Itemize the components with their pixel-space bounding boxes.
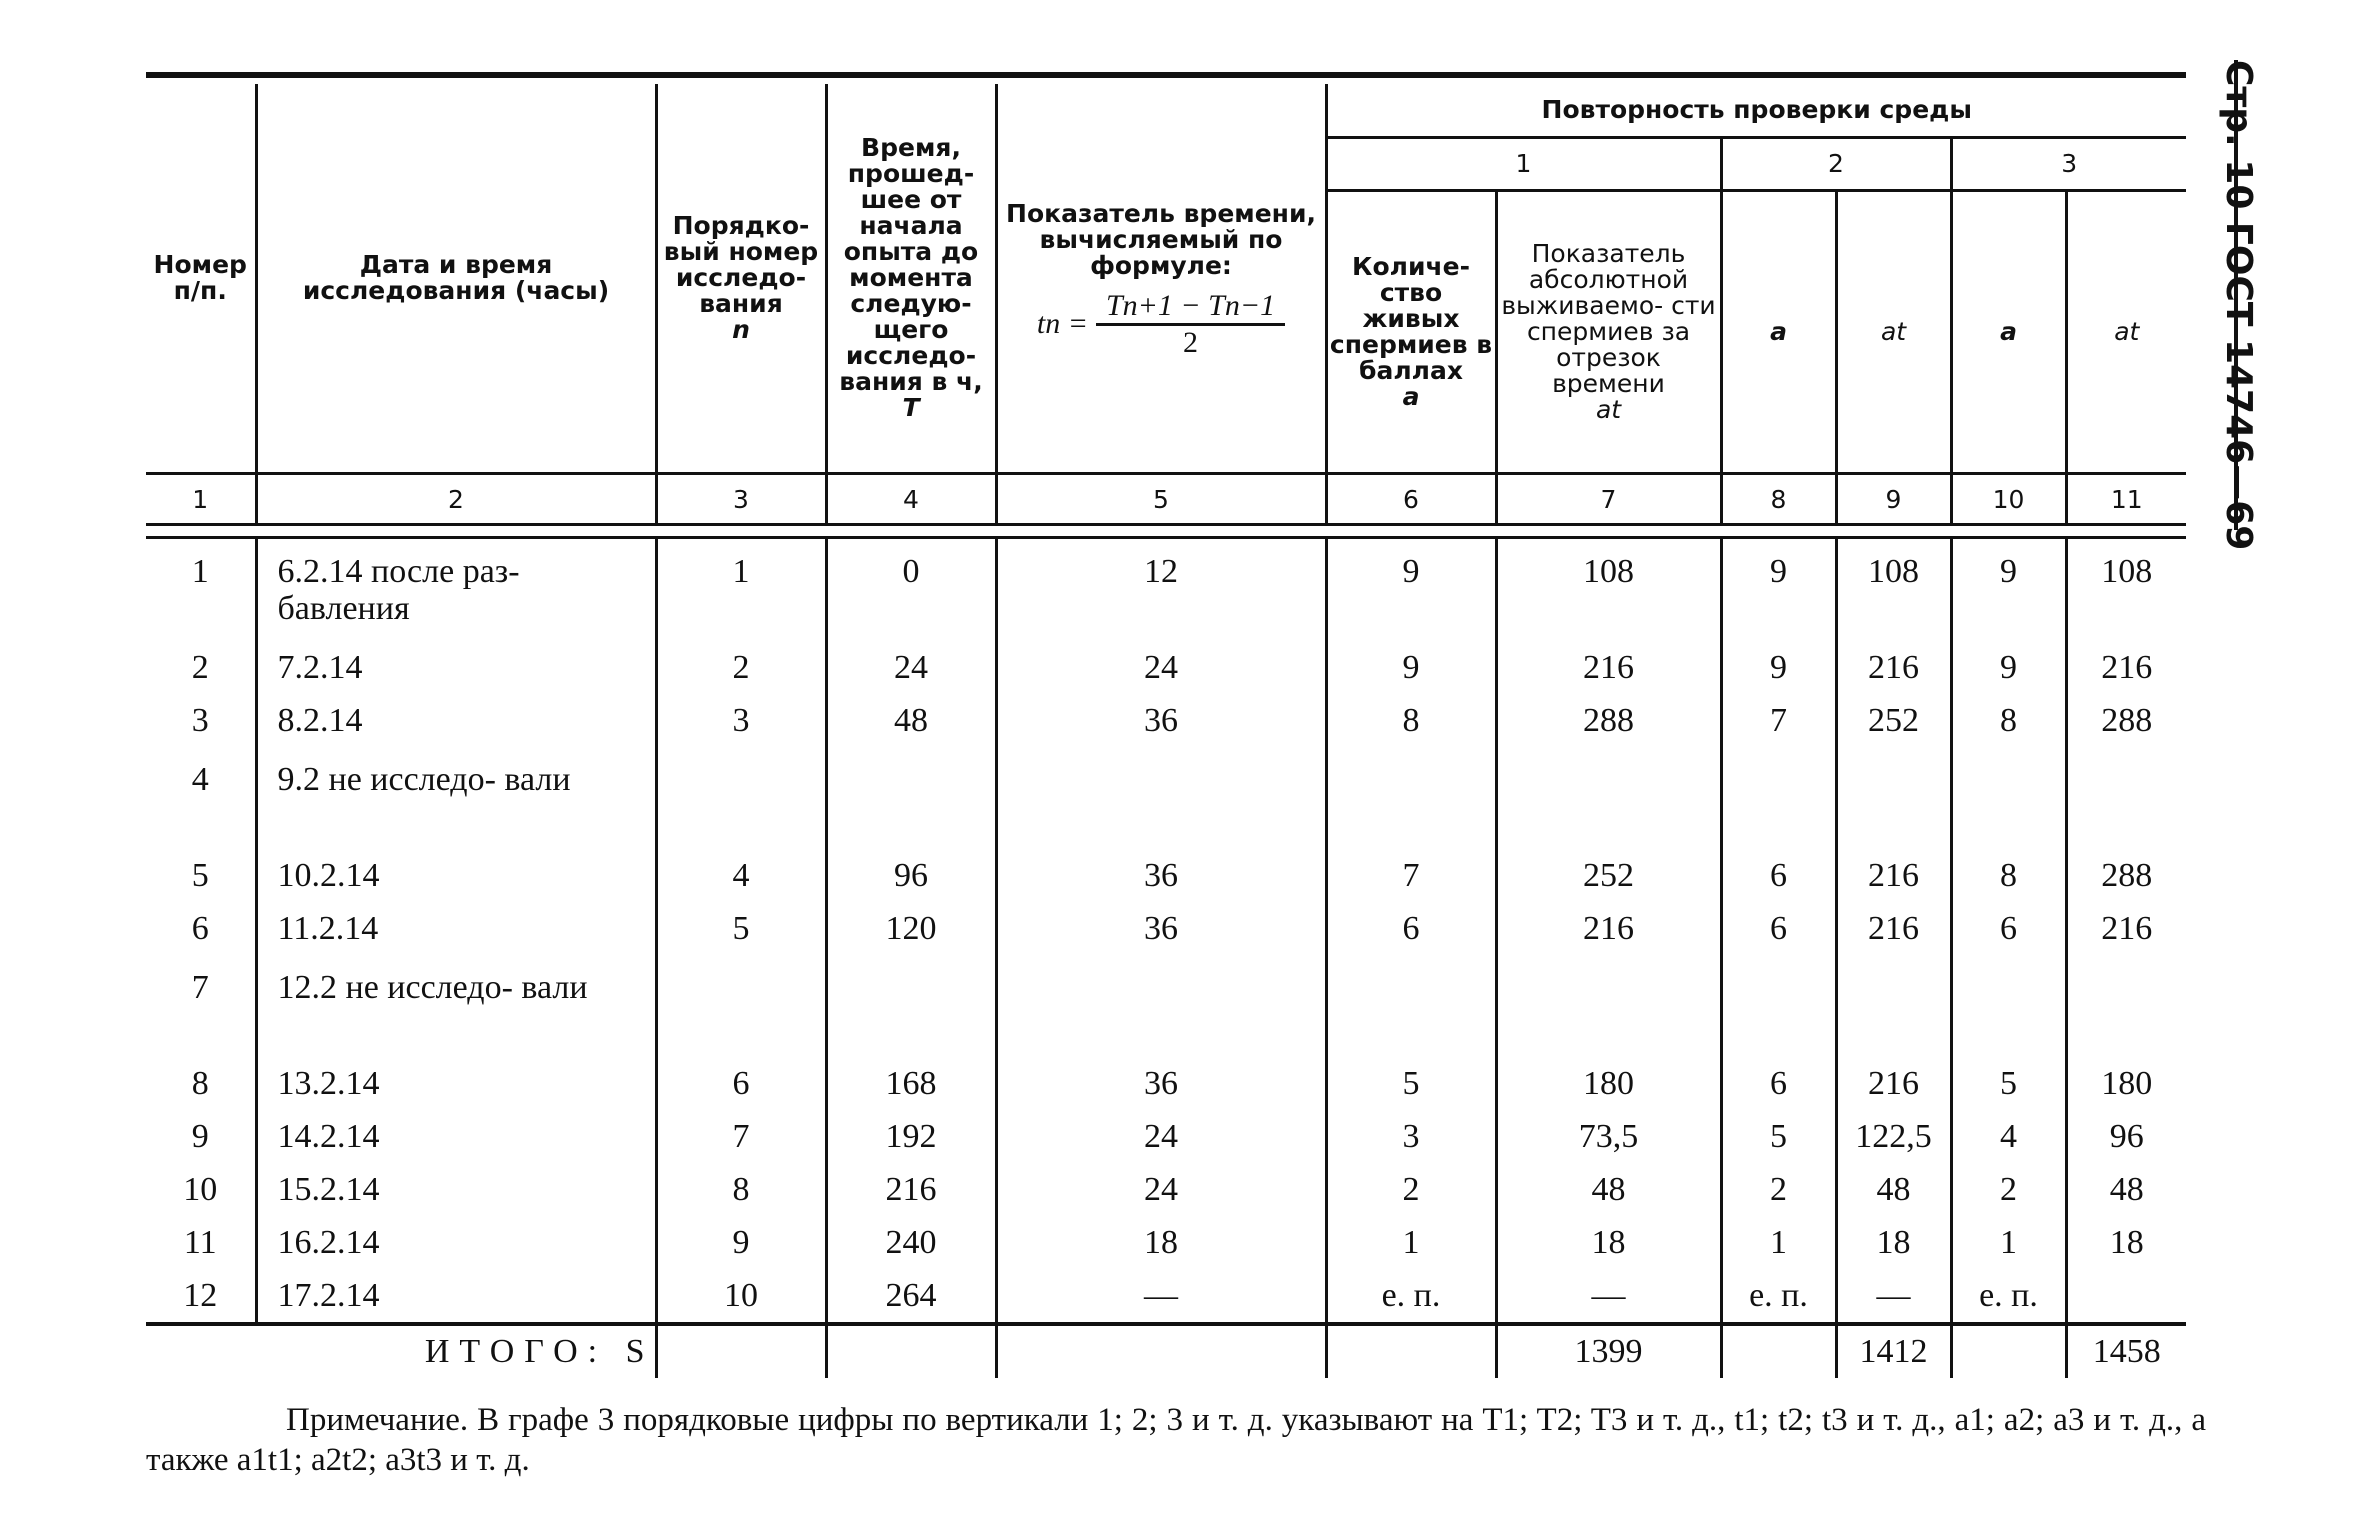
column-number: 3 (656, 474, 826, 525)
row-at3: 48 (2066, 1163, 2186, 1216)
row-number: 9 (191, 1117, 209, 1155)
table-body (146, 538, 2186, 1325)
row-a2: 1 (1721, 1216, 1836, 1269)
total-at2: 1412 (1836, 1326, 1951, 1378)
column-number: 1 (146, 474, 256, 525)
row-n: 9 (656, 1216, 826, 1269)
row-at3 (2066, 1269, 2186, 1324)
header-repeat-2: 2 (1721, 138, 1951, 191)
total-cell (1721, 1326, 1836, 1378)
formula-fraction (1096, 288, 1285, 359)
row-a2: 2 (1721, 1163, 1836, 1216)
table-row (146, 955, 2186, 1057)
table-row (146, 1269, 2186, 1324)
table-row (146, 1216, 2186, 1269)
row-at3: 180 (2066, 1057, 2186, 1110)
row-date: 17.2.14 (256, 1269, 656, 1324)
row-a2: 5 (1721, 1110, 1836, 1163)
row-a3: 8 (1951, 694, 2066, 747)
row-a3: 1 (1951, 1216, 2066, 1269)
row-a1: е. п. (1326, 1269, 1496, 1324)
row-a2: 9 (1721, 538, 1836, 642)
header-repeat-1: 1 (1326, 138, 1721, 191)
header-at-2 (1836, 191, 1951, 474)
row-date: 9.2 не исследо- вали (256, 747, 656, 849)
row-a3: 8 (1951, 849, 2066, 902)
column-number: 8 (1721, 474, 1836, 525)
row-t: 24 (826, 641, 996, 694)
row-t: 24 (996, 1163, 1326, 1216)
row-at2: 216 (1836, 641, 1951, 694)
row-t: 24 (996, 641, 1326, 694)
row-t: 120 (826, 902, 996, 955)
row-at3: 216 (2066, 902, 2186, 955)
row-a3: 2 (1951, 1163, 2066, 1216)
row-a3 (1951, 747, 2066, 849)
table-row (146, 747, 2186, 849)
row-date: 14.2.14 (256, 1110, 656, 1163)
header-number: Номер п/п. (153, 250, 247, 305)
row-t: 24 (996, 1110, 1326, 1163)
total-row (146, 1326, 2186, 1378)
row-at2: 108 (1836, 538, 1951, 642)
row-at1: 252 (1496, 849, 1721, 902)
header-elapsed-time-text: Время, прошед- шее от начала опыта до момента следую- щего исследо- вания в ч, (839, 133, 983, 396)
row-t (826, 747, 996, 849)
row-date: 16.2.14 (256, 1216, 656, 1269)
row-date: 10.2.14 (256, 849, 656, 902)
row-number: 3 (191, 701, 209, 739)
row-t: 36 (996, 902, 1326, 955)
row-a3: 9 (1951, 641, 2066, 694)
row-a2: е. п. (1721, 1269, 1836, 1324)
header-elapsed-time (826, 84, 996, 474)
row-at1: 73,5 (1496, 1110, 1721, 1163)
row-n: 8 (656, 1163, 826, 1216)
row-a1 (1326, 955, 1496, 1057)
row-date: 6.2.14 после раз- бавления (256, 538, 656, 642)
table-note: Примечание. В графе 3 порядковые цифры по вертикали 1; 2; 3 и т. д. указывают на T1; T2; T3 и т. д., t1; t2; t3 и т. д., a1; a2; a3 и т. д., а также a1t1; a2t2; a3t3 и т. д. (146, 1402, 2206, 1478)
row-at2: 216 (1836, 902, 1951, 955)
row-a2: 6 (1721, 1057, 1836, 1110)
row-n: 3 (656, 694, 826, 747)
row-t: 0 (826, 538, 996, 642)
row-at1: 180 (1496, 1057, 1721, 1110)
header-at-3-var: at (2114, 317, 2140, 346)
header-repeat-3: 3 (1951, 138, 2186, 191)
header-order-number-text: Порядко- вый номер исследо- вания (663, 211, 819, 318)
total-cell (826, 1326, 996, 1378)
header-elapsed-time-var: T (902, 393, 920, 422)
row-t: 96 (826, 849, 996, 902)
total-cell (996, 1326, 1326, 1378)
row-t: 12 (996, 538, 1326, 642)
row-at3: 108 (2066, 538, 2186, 642)
row-date: 8.2.14 (256, 694, 656, 747)
row-a2: 6 (1721, 849, 1836, 902)
row-t: — (996, 1269, 1326, 1324)
row-date: 15.2.14 (256, 1163, 656, 1216)
row-at3: 216 (2066, 641, 2186, 694)
row-number: 6 (191, 909, 209, 947)
row-at2 (1836, 955, 1951, 1057)
header-survival-index-text: Показатель абсолютной выживаемо- сти спермиев за отрезок времени (1501, 239, 1716, 398)
row-n: 4 (656, 849, 826, 902)
row-t: 36 (996, 694, 1326, 747)
row-a1: 3 (1326, 1110, 1496, 1163)
row-at3 (2066, 955, 2186, 1057)
row-n: 2 (656, 641, 826, 694)
row-number: 12 (183, 1276, 218, 1314)
row-number: 8 (191, 1064, 209, 1102)
header-date: Дата и время исследования (часы) (256, 84, 656, 474)
column-number: 5 (996, 474, 1326, 525)
row-number: 7 (191, 969, 209, 1006)
row-at1: 48 (1496, 1163, 1721, 1216)
column-number: 4 (826, 474, 996, 525)
table-row (146, 1163, 2186, 1216)
row-number: 1 (191, 553, 209, 590)
header-survival-index-var: at (1595, 395, 1622, 424)
row-a1: 8 (1326, 694, 1496, 747)
row-at1: 288 (1496, 694, 1721, 747)
row-date: 7.2.14 (256, 641, 656, 694)
row-a1: 7 (1326, 849, 1496, 902)
survival-table (146, 72, 2186, 1378)
row-at2: 216 (1836, 1057, 1951, 1110)
row-number: 5 (191, 856, 209, 894)
row-t: 18 (996, 1216, 1326, 1269)
table-row (146, 538, 2186, 642)
row-n: 1 (656, 538, 826, 642)
row-t (996, 747, 1326, 849)
row-t: 240 (826, 1216, 996, 1269)
column-number: 10 (1951, 474, 2066, 525)
header-a-3-var: a (2000, 317, 2017, 346)
row-number: 2 (191, 648, 209, 686)
row-at2: 122,5 (1836, 1110, 1951, 1163)
row-a1: 9 (1326, 641, 1496, 694)
header-a-2-var: a (1770, 317, 1787, 346)
row-number: 10 (183, 1170, 218, 1208)
row-t: 36 (996, 849, 1326, 902)
column-number: 6 (1326, 474, 1496, 525)
row-a1: 6 (1326, 902, 1496, 955)
row-n (656, 747, 826, 849)
row-n: 10 (656, 1269, 826, 1324)
column-number: 7 (1496, 474, 1721, 525)
page-number-label: Стр. 10 ГОСТ 14746—69 (2218, 60, 2259, 551)
header-live-sperm-var: a (1402, 382, 1420, 411)
column-number: 11 (2066, 474, 2186, 525)
formula-numerator: Tn+1 − Tn−1 (1096, 293, 1285, 326)
row-a1 (1326, 747, 1496, 849)
row-number: 11 (183, 1223, 217, 1261)
row-at1: 108 (1496, 538, 1721, 642)
total-label: ИТОГО: S (424, 1333, 655, 1370)
row-at2: 252 (1836, 694, 1951, 747)
row-at2 (1836, 747, 1951, 849)
row-t: 216 (826, 1163, 996, 1216)
row-n: 5 (656, 902, 826, 955)
row-at1 (1496, 747, 1721, 849)
row-t: 36 (996, 1057, 1326, 1110)
row-n: 7 (656, 1110, 826, 1163)
table-row (146, 849, 2186, 902)
table-row (146, 902, 2186, 955)
row-date: 12.2 не исследо- вали (256, 955, 656, 1057)
header-repeat-group: Повторность проверки среды (1326, 84, 2186, 138)
total-at3: 1458 (2066, 1326, 2186, 1378)
column-number: 2 (256, 474, 656, 525)
header-a-2 (1721, 191, 1836, 474)
column-number-row (146, 474, 2186, 525)
row-n: 6 (656, 1057, 826, 1110)
row-at1: 216 (1496, 641, 1721, 694)
row-t (826, 955, 996, 1057)
page-stamp (2218, 60, 2290, 551)
row-a1: 9 (1326, 538, 1496, 642)
row-at1: — (1496, 1269, 1721, 1324)
row-at3: 18 (2066, 1216, 2186, 1269)
row-t: 48 (826, 694, 996, 747)
row-n (656, 955, 826, 1057)
row-t (996, 955, 1326, 1057)
row-a3: е. п. (1951, 1269, 2066, 1324)
row-a2 (1721, 955, 1836, 1057)
row-at2: 48 (1836, 1163, 1951, 1216)
header-live-sperm (1326, 191, 1496, 474)
header-at-2-var: at (1880, 317, 1907, 346)
header-order-number-var: n (732, 315, 750, 344)
row-t: 192 (826, 1110, 996, 1163)
table-row (146, 641, 2186, 694)
row-at1: 216 (1496, 902, 1721, 955)
row-a2: 7 (1721, 694, 1836, 747)
row-a3 (1951, 955, 2066, 1057)
row-at1 (1496, 955, 1721, 1057)
header-a-3 (1951, 191, 2066, 474)
row-a3: 5 (1951, 1057, 2066, 1110)
row-at3 (2066, 747, 2186, 849)
formula-lhs: tn = (1036, 307, 1088, 340)
row-t: 264 (826, 1269, 996, 1324)
header-at-3 (2066, 191, 2186, 474)
row-t: 168 (826, 1057, 996, 1110)
row-at2: 18 (1836, 1216, 1951, 1269)
total-cell (1326, 1326, 1496, 1378)
header-time-indicator (996, 84, 1326, 474)
row-date: 11.2.14 (256, 902, 656, 955)
table-row (146, 1110, 2186, 1163)
header-survival-index (1496, 191, 1721, 474)
time-formula (1036, 288, 1285, 359)
header-live-sperm-text: Количе- ство живых спермиев в баллах (1329, 252, 1493, 385)
row-number: 4 (191, 761, 209, 798)
header-time-indicator-text: Показатель времени, вычисляемый по формуле: (1006, 198, 1316, 280)
header-order-number (656, 84, 826, 474)
row-a1: 1 (1326, 1216, 1496, 1269)
row-a1: 5 (1326, 1057, 1496, 1110)
row-date: 13.2.14 (256, 1057, 656, 1110)
row-a2 (1721, 747, 1836, 849)
column-number: 9 (1836, 474, 1951, 525)
row-a1: 2 (1326, 1163, 1496, 1216)
row-at2: 216 (1836, 849, 1951, 902)
row-at3: 288 (2066, 849, 2186, 902)
total-cell (656, 1326, 826, 1378)
row-at2: — (1836, 1269, 1951, 1324)
row-a3: 9 (1951, 538, 2066, 642)
total-at1: 1399 (1496, 1326, 1721, 1378)
formula-denominator: 2 (1183, 325, 1199, 359)
row-a3: 4 (1951, 1110, 2066, 1163)
row-a3: 6 (1951, 902, 2066, 955)
row-a2: 9 (1721, 641, 1836, 694)
total-cell (1951, 1326, 2066, 1378)
row-at3: 96 (2066, 1110, 2186, 1163)
row-at1: 18 (1496, 1216, 1721, 1269)
row-at3: 288 (2066, 694, 2186, 747)
row-a2: 6 (1721, 902, 1836, 955)
table-row (146, 694, 2186, 747)
table-row (146, 1057, 2186, 1110)
